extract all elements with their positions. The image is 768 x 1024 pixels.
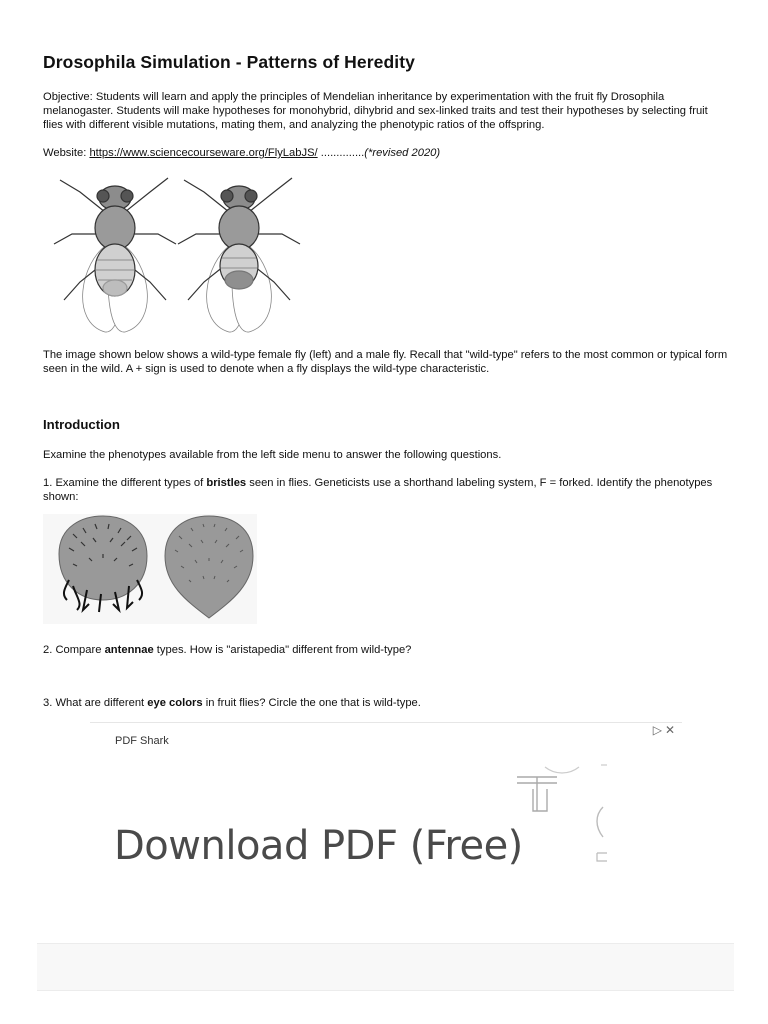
male-fly-image	[178, 178, 300, 332]
q3-prefix: 3. What are different	[43, 697, 148, 709]
q1-bold: bristles	[206, 477, 247, 489]
q2-bold: antennae	[104, 644, 154, 656]
forked-bristle-thorax-image	[59, 516, 147, 612]
download-pdf-cta[interactable]: Download PDF (Free)	[114, 823, 523, 869]
website-link[interactable]: https://www.sciencecourseware.org/FlyLabJS/	[89, 147, 318, 159]
adchoices-icon[interactable]: ▷	[652, 723, 665, 737]
website-label: Website:	[43, 147, 90, 159]
ad-brand-name: PDF Shark	[115, 735, 169, 747]
q3-suffix: in fruit flies? Circle the one that is wild-type.	[202, 697, 421, 709]
objective-paragraph: Objective: Students will learn and apply the principles of Mendelian inheritance by experimentation with the fruit fly Drosophila melanogaster. Students will make hypotheses for monohybrid, dihybrid and sex-linked traits and test their hypotheses by selecting fruit flies with different visible mutations, mating them, and analyzing the phenotypic ratios of the offspring.	[43, 91, 708, 131]
question-2	[43, 643, 728, 657]
ad-controls	[653, 723, 678, 737]
fly-illustrations	[50, 172, 310, 336]
q2-suffix: types. How is "aristapedia" different from wild-type?	[153, 644, 412, 656]
advertisement-banner[interactable]	[90, 722, 682, 883]
bristle-illustrations	[43, 514, 257, 624]
revised-note: (*revised 2020)	[364, 147, 441, 159]
close-icon[interactable]: ✕	[664, 723, 678, 737]
q3-bold: eye colors	[147, 697, 203, 709]
wild-type-bristle-thorax-image	[165, 516, 253, 618]
introduction-heading: Introduction	[43, 417, 120, 432]
page-title: Drosophila Simulation - Patterns of Heredity	[43, 52, 415, 72]
q1-prefix: 1. Examine the different types of	[43, 477, 207, 489]
examine-instruction: Examine the phenotypes available from the left side menu to answer the following questions.	[43, 449, 502, 461]
female-fly-image	[54, 178, 176, 332]
q1-suffix: seen in flies. Geneticists use a shorthand labeling system, F = forked. Identify the phenotypes shown:	[43, 477, 713, 503]
question-1	[43, 476, 728, 504]
fly-description: The image shown below shows a wild-type female fly (left) and a male fly. Recall that "wild-type" refers to the most common or typical form seen in the wild. A + sign is used to denote when a fly displays the wild-type characteristic.	[43, 349, 728, 375]
question-3	[43, 696, 728, 710]
q2-prefix: 2. Compare	[43, 644, 105, 656]
website-dots: ..............	[317, 147, 365, 159]
bottom-bar	[37, 943, 734, 991]
pdf-shark-logo-icon	[515, 755, 607, 881]
website-line	[43, 146, 728, 160]
